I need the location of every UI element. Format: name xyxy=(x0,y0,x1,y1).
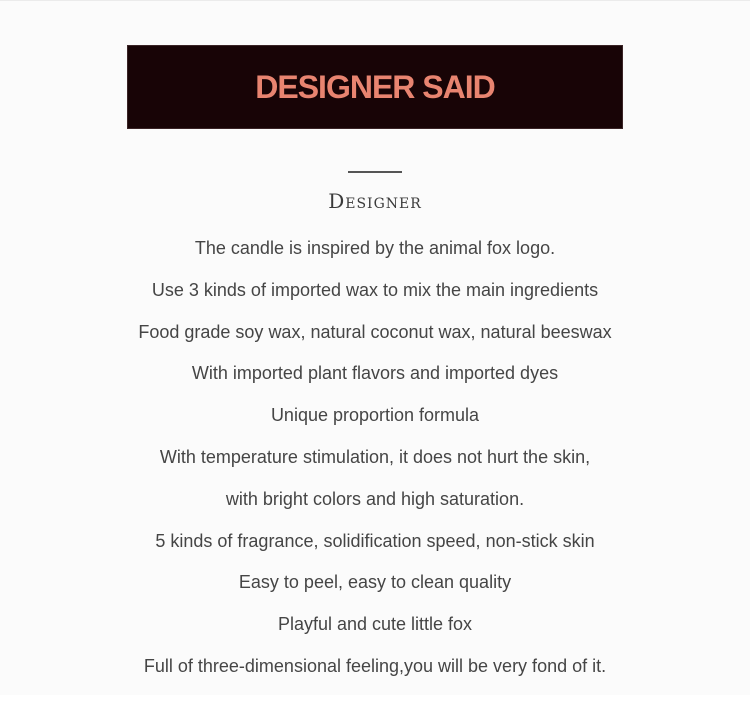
description-line: Playful and cute little fox xyxy=(277,614,473,635)
description-list xyxy=(0,228,750,688)
description-line: Food grade soy wax, natural coconut wax, natural beeswax xyxy=(138,321,612,342)
top-divider xyxy=(0,0,750,1)
designer-said-banner xyxy=(127,45,623,129)
banner-title: DESIGNER SAID xyxy=(255,68,495,105)
section-heading: Designer xyxy=(328,189,422,213)
description-line: With temperature stimulation, it does not hurt the skin, xyxy=(159,446,591,467)
description-line: Unique proportion formula xyxy=(270,405,480,426)
description-line: With imported plant flavors and imported dyes xyxy=(191,363,559,384)
description-line: Use 3 kinds of imported wax to mix the main ingredients xyxy=(151,279,599,300)
description-line: The candle is inspired by the animal fox logo. xyxy=(194,238,556,258)
description-line: Full of three-dimensional feeling,you will be very fond of it. xyxy=(143,655,607,676)
description-line: with bright colors and high saturation. xyxy=(225,488,525,509)
description-line: 5 kinds of fragrance, solidification speed, non-stick skin xyxy=(155,530,595,551)
section-divider xyxy=(348,171,402,173)
description-line: Easy to peel, easy to clean quality xyxy=(238,572,512,593)
